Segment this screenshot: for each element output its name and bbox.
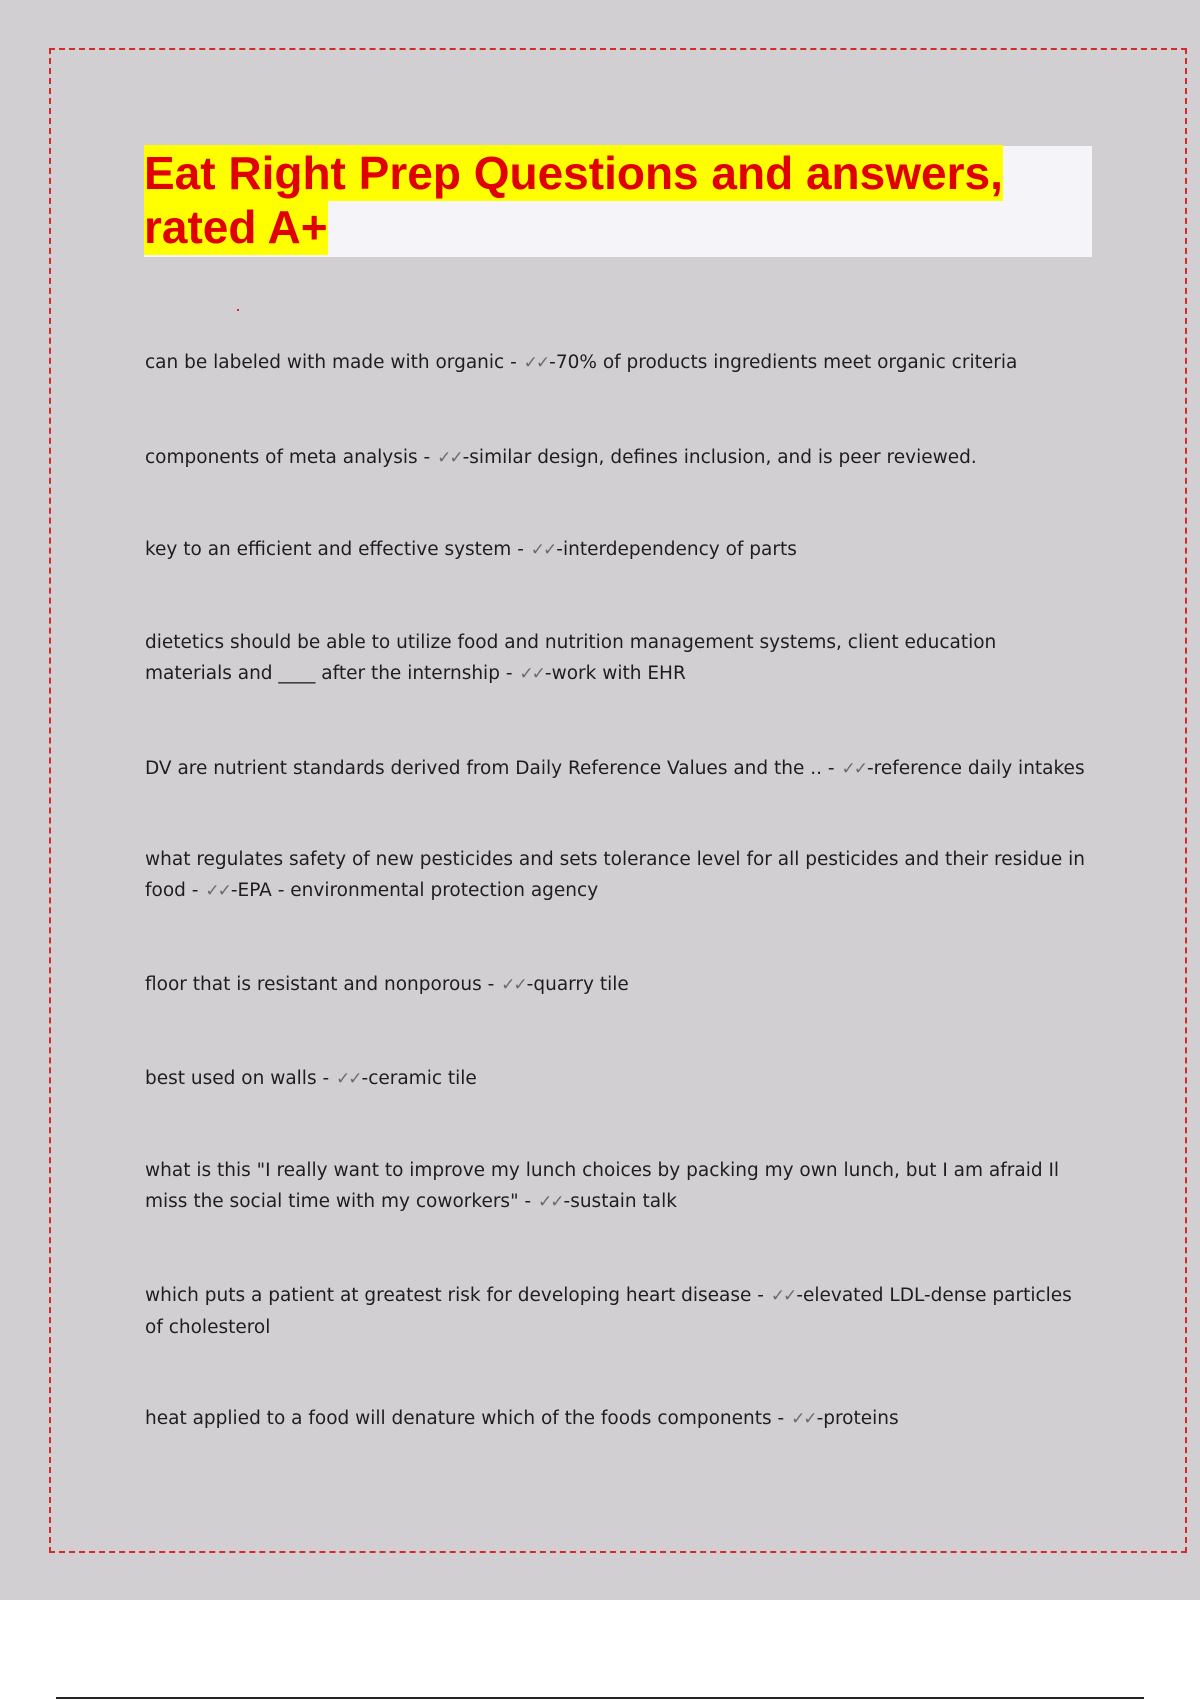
answer-text: -proteins (816, 1408, 899, 1429)
answer-text: -EPA - environmental protection agency (230, 880, 599, 901)
question-text: floor that is resistant and nonporous - (145, 974, 501, 995)
double-check-icon: ✓✓ (530, 540, 556, 560)
double-check-icon: ✓✓ (336, 1069, 361, 1089)
double-check-icon: ✓✓ (205, 881, 230, 901)
qa-item-1 (145, 347, 1085, 379)
question-text: what regulates safety of new pesticides and sets tolerance level for all pesticides and their residue in food - (145, 849, 1086, 901)
document-title (144, 146, 1092, 254)
answer-text: -similar design, defines inclusion, and is peer reviewed. (462, 447, 977, 468)
qa-item-11 (145, 1403, 1085, 1435)
qa-item-5 (145, 753, 1085, 785)
double-check-icon: ✓✓ (770, 1286, 796, 1306)
answer-text: -reference daily intakes (866, 758, 1085, 779)
double-check-icon: ✓✓ (791, 1409, 816, 1429)
double-check-icon: ✓✓ (437, 448, 462, 468)
answer-text: -quarry tile (526, 974, 629, 995)
qa-item-7 (145, 969, 1085, 1001)
question-text: DV are nutrient standards derived from Daily Reference Values and the .. - (145, 758, 841, 779)
document-title-text: Eat Right Prep Questions and answers, rated A+ (144, 147, 1003, 253)
question-text: key to an efficient and effective system - (145, 539, 530, 560)
answer-text: -elevated LDL-dense particles of cholesterol (145, 1285, 1072, 1338)
question-text: what is this "I really want to improve my lunch choices by packing my own lunch, but I am afraid Il miss the social time with my coworkers" - (145, 1160, 1060, 1212)
double-check-icon: ✓✓ (841, 759, 866, 779)
answer-text: -sustain talk (563, 1191, 677, 1212)
qa-item-3 (145, 534, 1085, 566)
question-text: can be labeled with made with organic - (145, 352, 523, 373)
qa-item-9 (145, 1155, 1085, 1218)
double-check-icon: ✓✓ (501, 975, 526, 995)
question-text: best used on walls - (145, 1068, 336, 1089)
double-check-icon: ✓✓ (519, 664, 544, 684)
answer-text: -70% of products ingredients meet organic criteria (549, 352, 1018, 373)
question-text: components of meta analysis - (145, 447, 437, 468)
answer-text: -ceramic tile (361, 1068, 477, 1089)
footer-rule (56, 1697, 1144, 1699)
question-text: heat applied to a food will denature which of the foods components - (145, 1408, 791, 1429)
answer-text: -interdependency of parts (556, 539, 797, 560)
qa-item-4 (145, 627, 1085, 690)
double-check-icon: ✓✓ (523, 353, 549, 373)
question-text: dietetics should be able to utilize food and nutrition management systems, client education materials and ____ after the internship - (145, 632, 997, 684)
qa-item-10 (145, 1280, 1085, 1343)
qa-item-8 (145, 1063, 1085, 1095)
stray-dot (237, 309, 239, 311)
answer-text: -work with EHR (544, 663, 686, 684)
double-check-icon: ✓✓ (538, 1192, 563, 1212)
qa-item-2 (145, 442, 1085, 474)
question-text: which puts a patient at greatest risk for developing heart disease - (145, 1285, 770, 1306)
qa-item-6 (145, 844, 1085, 907)
